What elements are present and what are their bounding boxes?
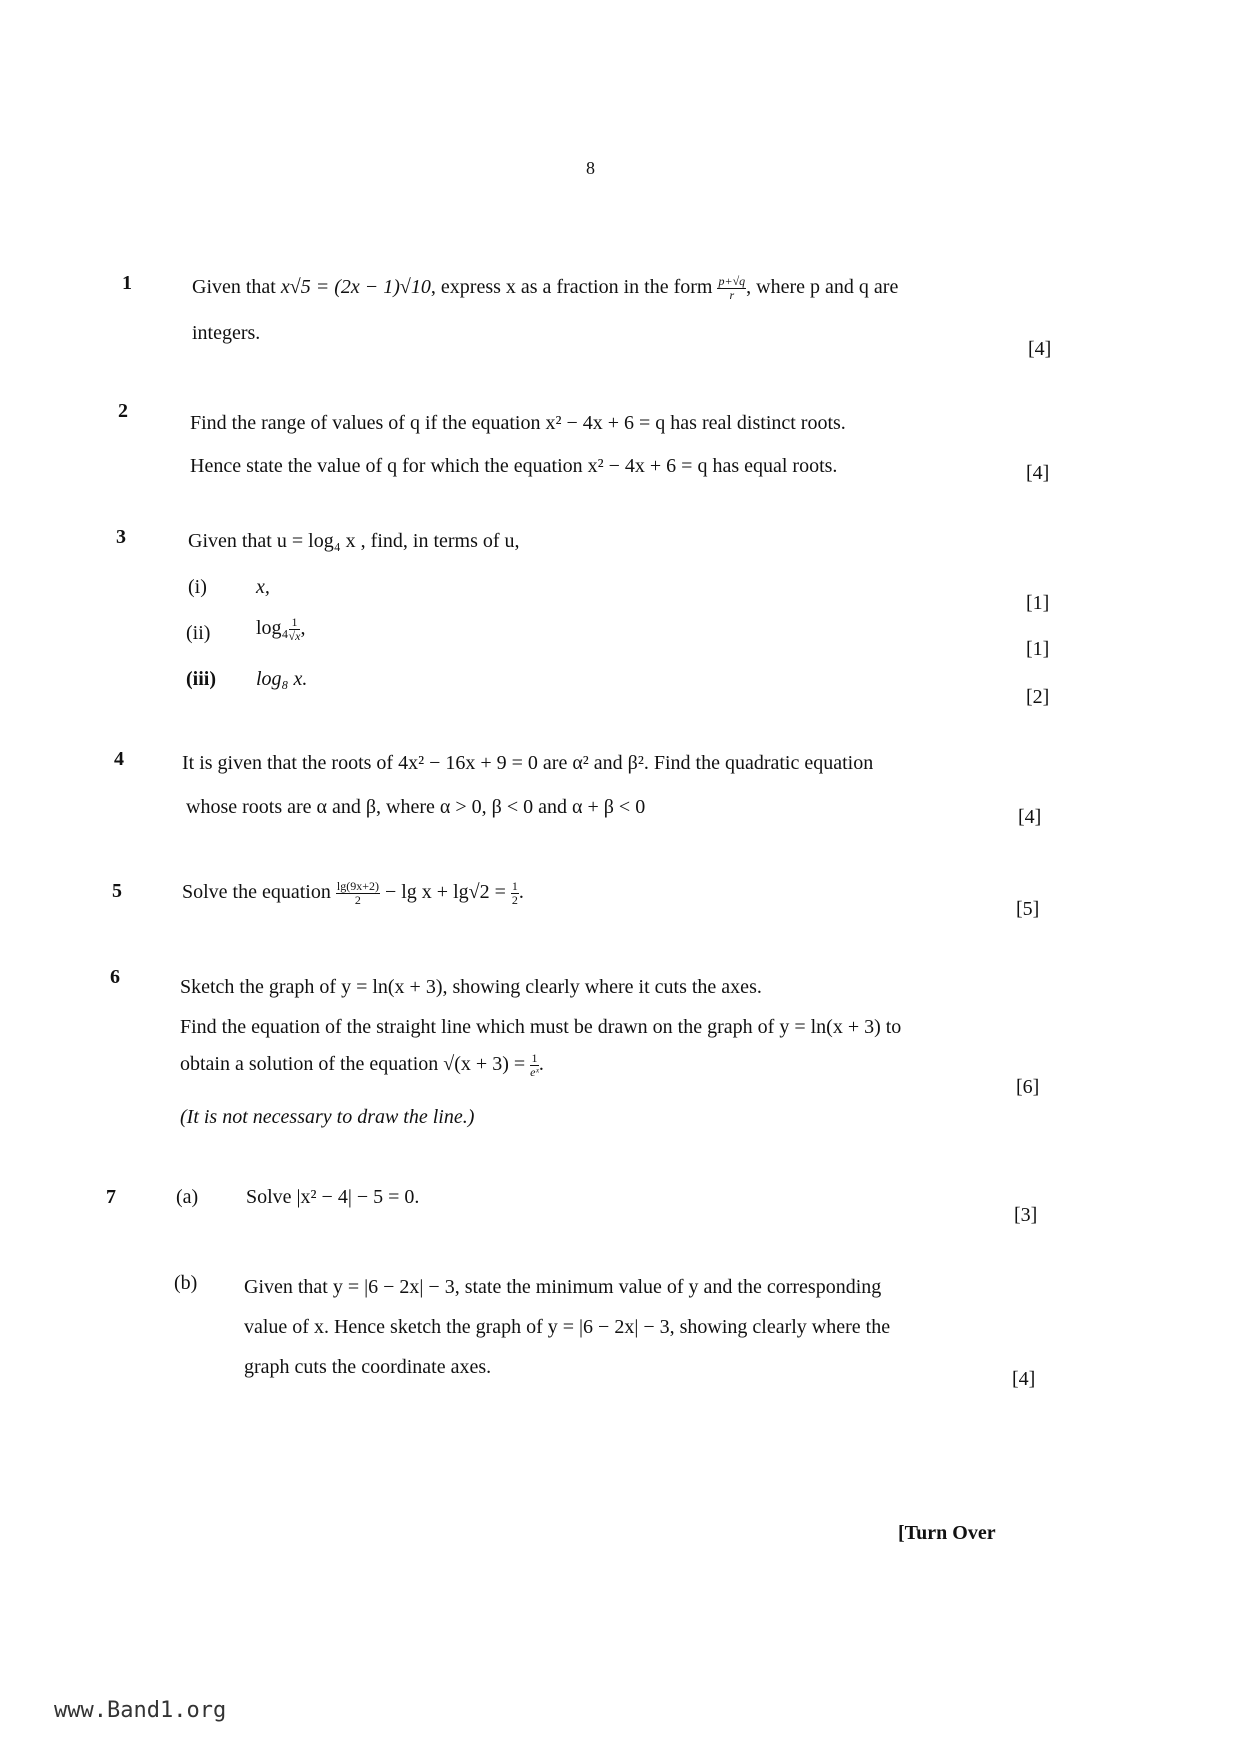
part-expression: log₈ x. bbox=[256, 668, 308, 690]
question-stem: Given that u = log₄ x , find, in terms of u, bbox=[188, 530, 520, 552]
fraction bbox=[289, 616, 301, 643]
fraction-denominator: 2 bbox=[354, 893, 361, 907]
fraction-numerator: 1 bbox=[511, 879, 518, 893]
marks: [4] bbox=[1018, 806, 1042, 828]
text: Solve the equation bbox=[182, 881, 336, 904]
fraction-denominator: eˣ bbox=[530, 1065, 539, 1079]
question-number: 1 bbox=[122, 272, 132, 294]
marks: [3] bbox=[1014, 1204, 1038, 1226]
fraction bbox=[717, 275, 746, 302]
part-text: Solve |x² − 4| − 5 = 0. bbox=[246, 1186, 420, 1208]
question-number: 4 bbox=[114, 748, 124, 770]
fraction bbox=[511, 880, 519, 907]
marks: [1] bbox=[1026, 592, 1050, 614]
marks: [6] bbox=[1016, 1076, 1040, 1098]
marks: [4] bbox=[1026, 462, 1050, 484]
fraction-numerator: 1 bbox=[531, 1051, 538, 1065]
turn-over: [Turn Over bbox=[898, 1522, 996, 1544]
question-text-line2: integers. bbox=[192, 322, 261, 344]
marks: [4] bbox=[1028, 338, 1052, 360]
note: (It is not necessary to draw the line.) bbox=[180, 1106, 475, 1128]
question-number: 7 bbox=[106, 1186, 116, 1208]
text: log₄ bbox=[256, 617, 289, 640]
question-text-line3 bbox=[180, 1052, 544, 1079]
fraction-denominator: √x bbox=[288, 629, 301, 643]
fraction-denominator: 2 bbox=[511, 893, 518, 907]
question-text-line1: It is given that the roots of 4x² − 16x + 9 = 0 are α² and β². Find the quadratic equation bbox=[182, 752, 874, 774]
fraction-numerator: lg(9x+2) bbox=[336, 879, 379, 893]
part-text-line2: value of x. Hence sketch the graph of y = |6 − 2x| − 3, showing clearly where the bbox=[244, 1316, 891, 1338]
marks: [4] bbox=[1012, 1368, 1036, 1390]
text: . bbox=[518, 881, 524, 904]
fraction bbox=[336, 880, 380, 907]
question-text-line1: Sketch the graph of y = ln(x + 3), showing clearly where it cuts the axes. bbox=[180, 976, 762, 998]
page-number: 8 bbox=[586, 158, 595, 178]
question-number: 5 bbox=[112, 880, 122, 902]
marks: [1] bbox=[1026, 638, 1050, 660]
question-number: 2 bbox=[118, 400, 128, 422]
part-expression: x, bbox=[256, 576, 270, 598]
fraction-denominator: r bbox=[729, 288, 735, 302]
text: Given that bbox=[192, 276, 281, 299]
equation: x√5 = (2x − 1)√10 bbox=[280, 276, 431, 299]
part-label: (ii) bbox=[186, 622, 211, 644]
marks: [2] bbox=[1026, 686, 1050, 708]
part-label: (i) bbox=[188, 576, 207, 598]
fraction-numerator: p+√q bbox=[718, 274, 746, 288]
part-label: (b) bbox=[174, 1272, 198, 1294]
marks: [5] bbox=[1016, 898, 1040, 920]
text: obtain a solution of the equation √(x + 3) = bbox=[180, 1053, 531, 1076]
fraction bbox=[530, 1052, 539, 1079]
question-number: 6 bbox=[110, 966, 120, 988]
question-text bbox=[182, 880, 524, 907]
text: − lg x + lg√2 = bbox=[379, 881, 511, 904]
text: , bbox=[300, 617, 306, 640]
question-number: 3 bbox=[116, 526, 126, 548]
footer-watermark: www.Band1.org bbox=[54, 1698, 227, 1723]
question-text-line2: Hence state the value of q for which the equation x² − 4x + 6 = q has equal roots. bbox=[190, 455, 838, 477]
question-text bbox=[192, 275, 898, 302]
question-text-line1: Find the range of values of q if the equation x² − 4x + 6 = q has real distinct roots. bbox=[190, 412, 846, 434]
part-text-line1: Given that y = |6 − 2x| − 3, state the minimum value of y and the corresponding bbox=[244, 1276, 882, 1298]
part-expression bbox=[256, 616, 305, 643]
question-text-line2: whose roots are α and β, where α > 0, β < 0 and α + β < 0 bbox=[186, 796, 646, 818]
text: , where p and q are bbox=[746, 276, 899, 299]
text: , express x as a fraction in the form bbox=[430, 276, 718, 299]
fraction-numerator: 1 bbox=[289, 616, 301, 630]
question-text-line2: Find the equation of the straight line which must be drawn on the graph of y = ln(x + 3) to bbox=[180, 1016, 902, 1038]
part-label: (iii) bbox=[186, 668, 216, 690]
part-text-line3: graph cuts the coordinate axes. bbox=[244, 1356, 492, 1378]
part-label: (a) bbox=[176, 1186, 199, 1208]
text: . bbox=[538, 1053, 544, 1076]
